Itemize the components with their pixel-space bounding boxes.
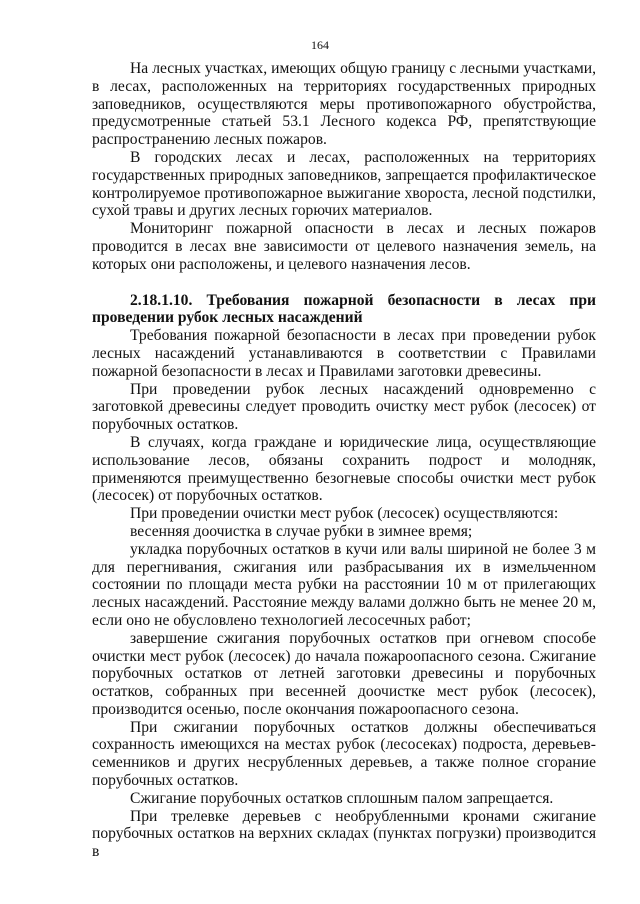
list-item: укладка порубочных остатков в кучи или валы шириной не более 3 м для перегнивания, сжигания или разбрасывания их в измельченном состоянии по площади места рубки на расстоянии 10 м от прилегающих лесных насаждений. Расстояние между валами должно быть не менее 20 м, если оно не обусловлено технологией лесосечных работ; [92,540,596,629]
list-item: весенняя доочистка в случае рубки в зимнее время; [130,522,473,540]
page-content [92,60,596,861]
paragraph: При проведении рубок лесных насаждений одновременно с заготовкой древесины следует проводить очистку мест рубок (лесосек) от порубочных остатков. [92,380,596,434]
section-heading: 2.18.1.10. Требования пожарной безопасности в лесах при проведении рубок лесных насаждений [92,291,596,327]
page-number: 164 [311,38,329,52]
paragraph: Требования пожарной безопасности в лесах при проведении рубок лесных насаждений устанавливаются в соответствии с Правилами пожарной безопасности в лесах и Правилами заготовки древесины. [92,327,596,380]
section-gap [92,274,596,292]
paragraph: В городских лесах и лесах, расположенных на территориях государственных природных заповедников, запрещается профилактическое контролируемое противопожарное выжигание хвороста, лесной подстилки, сухой травы и других лесных горючих материалов. [92,148,596,220]
list-item: завершение сжигания порубочных остатков при огневом способе очистки мест рубок (лесосек) до начала пожароопасного сезона. Сжигание порубочных остатков от летней заготовки древесины и порубочных остатков, собранных при весенней доочистке мест рубок (лесосек), производится осенью, после окончания пожароопасного сезона. [92,629,596,718]
paragraph: При сжигании порубочных остатков должны обеспечиваться сохранность имеющихся на местах рубок (лесосеках) подроста, деревьев-семенников и других несрубленных деревьев, а также полное сгорание порубочных остатков. [92,718,596,790]
paragraph: При трелевке деревьев с необрубленными кронами сжигание порубочных остатков на верхних складах (пунктах погрузки) производится в [92,807,596,861]
paragraph: На лесных участках, имеющих общую границу с лесными участками, в лесах, расположенных на территориях государственных природных заповедников, осуществляются меры противопожарного обустройства, предусмотренные статьей 53.1 Лесного кодекса РФ, препятствующие распространению лесных пожаров. [92,60,596,149]
paragraph: Сжигание порубочных остатков сплошным палом запрещается. [130,789,554,807]
paragraph: При проведении очистки мест рубок (лесосек) осуществляются: [130,505,559,523]
paragraph: В случаях, когда граждане и юридические лица, осуществляющие использование лесов, обязаны сохранить подрост и молодняк, применяются преимущественно безогневые способы очистки мест рубок (лесосек) от порубочных остатков. [92,433,596,505]
paragraph: Мониторинг пожарной опасности в лесах и лесных пожаров проводится в лесах вне зависимости от целевого назначения земель, на которых они расположены, и целевого назначения лесов. [92,220,596,273]
